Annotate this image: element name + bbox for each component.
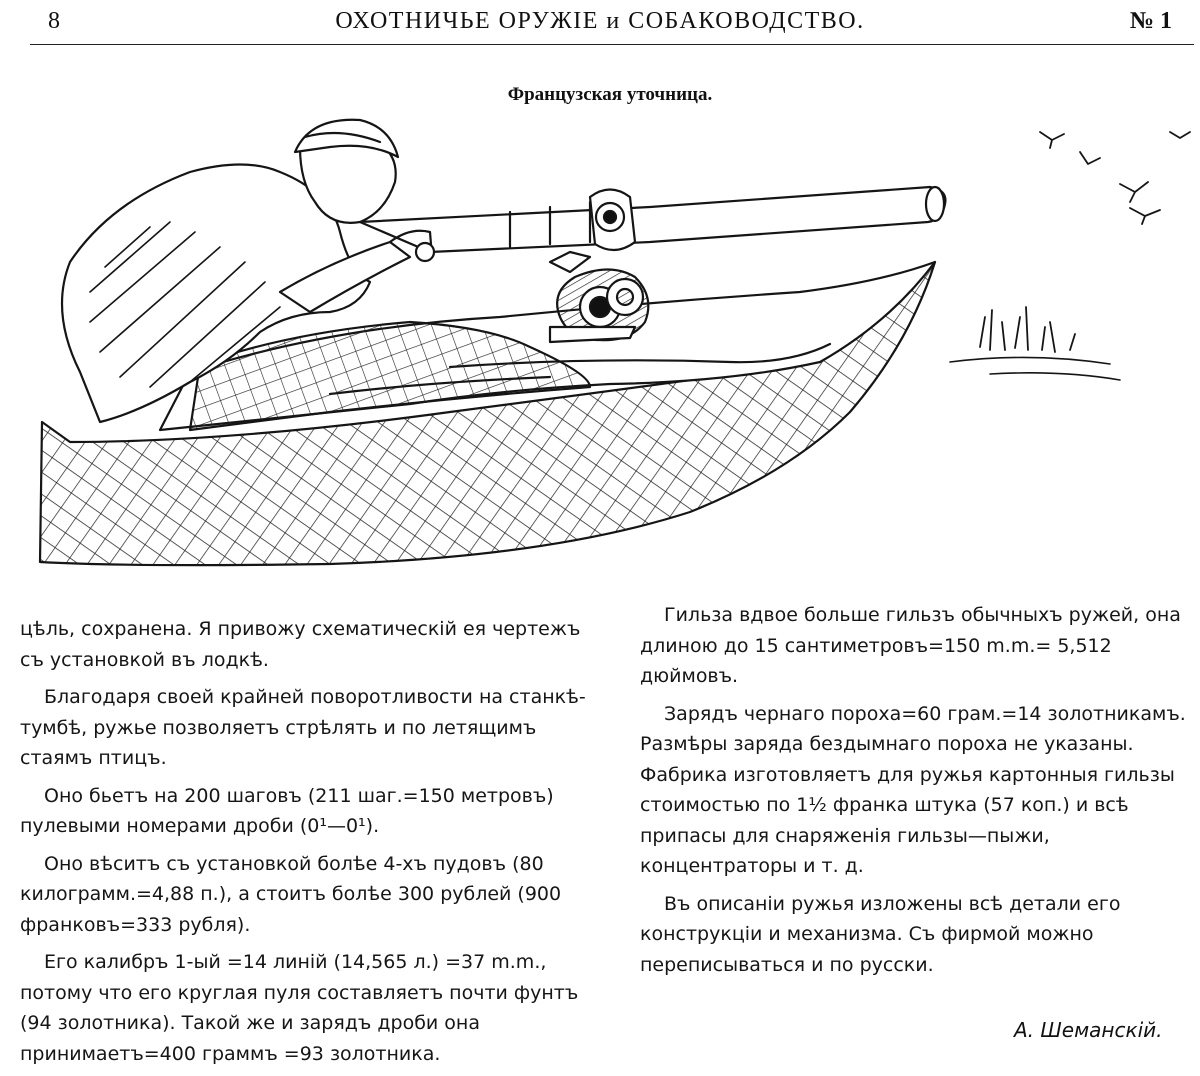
header-rule	[30, 44, 1194, 45]
paragraph: цѣль, сохранена. Я привожу схематическій ея чертежъ съ установкой въ лодкѣ.	[20, 618, 581, 671]
gun-barrel	[360, 187, 945, 252]
page-number: 8	[48, 8, 60, 34]
paragraph: Зарядъ чернаго пороха=60 грам.=14 золотникамъ. Размѣры заряда бездымнаго пороха не указаны. Фабрика изготовляетъ для ружья картонныя гильзы стоимостью по 1½ франка штука (57 коп.) и всѣ припасы для снаряженія гильзы—пыжи, концентраторы и т. д.	[640, 702, 1186, 877]
paragraph: Оно вѣситъ съ установкой болѣе 4-хъ пудовъ (80 килограмм.=4,88 п.), а стоитъ болѣе 300 рублей (900 франковъ=333 рубля).	[20, 852, 562, 936]
paragraph: Въ описаніи ружья изложены всѣ детали его конструкціи и механизма. Съ фирмой можно переписываться и по русски.	[640, 892, 1121, 976]
left-text-column	[20, 614, 592, 1076]
paragraph: Гильза вдвое больше гильзъ обычныхъ ружей, она длиною до 15 сантиметровъ=150 m.m.= 5,512 дюймовъ.	[640, 604, 1181, 687]
paragraph: Оно бьетъ на 200 шаговъ (211 шаг.=150 метровъ) пулевыми номерами дроби (0¹—0¹).	[20, 784, 554, 837]
figure-caption: Французская уточница.	[507, 84, 713, 105]
journal-title: ОХОТНИЧЬЕ ОРУЖІЕ и СОБАКОВОДСТВО.	[335, 8, 865, 34]
author-signature: А. Шеманскій.	[1014, 1018, 1163, 1042]
paragraph: Его калибръ 1-ый =14 линій (14,565 л.) =37 m.m., потому что его круглая пуля составляетъ почти фунтъ (94 золотника). Такой же и зарядъ дроби она принимаетъ=400 граммъ =93 золотника.	[20, 951, 579, 1065]
duck-gun-illustration	[30, 112, 1200, 582]
issue-number: № 1	[1129, 8, 1172, 34]
right-text-column	[640, 600, 1200, 987]
reeds	[980, 307, 1075, 352]
paragraph: Благодаря своей крайней поворотливости на станкѣ-тумбѣ, ружье позволяетъ стрѣлять и по летящимъ стаямъ птицъ.	[20, 686, 586, 769]
running-header	[0, 4, 1200, 44]
flying-ducks	[1040, 132, 1190, 224]
